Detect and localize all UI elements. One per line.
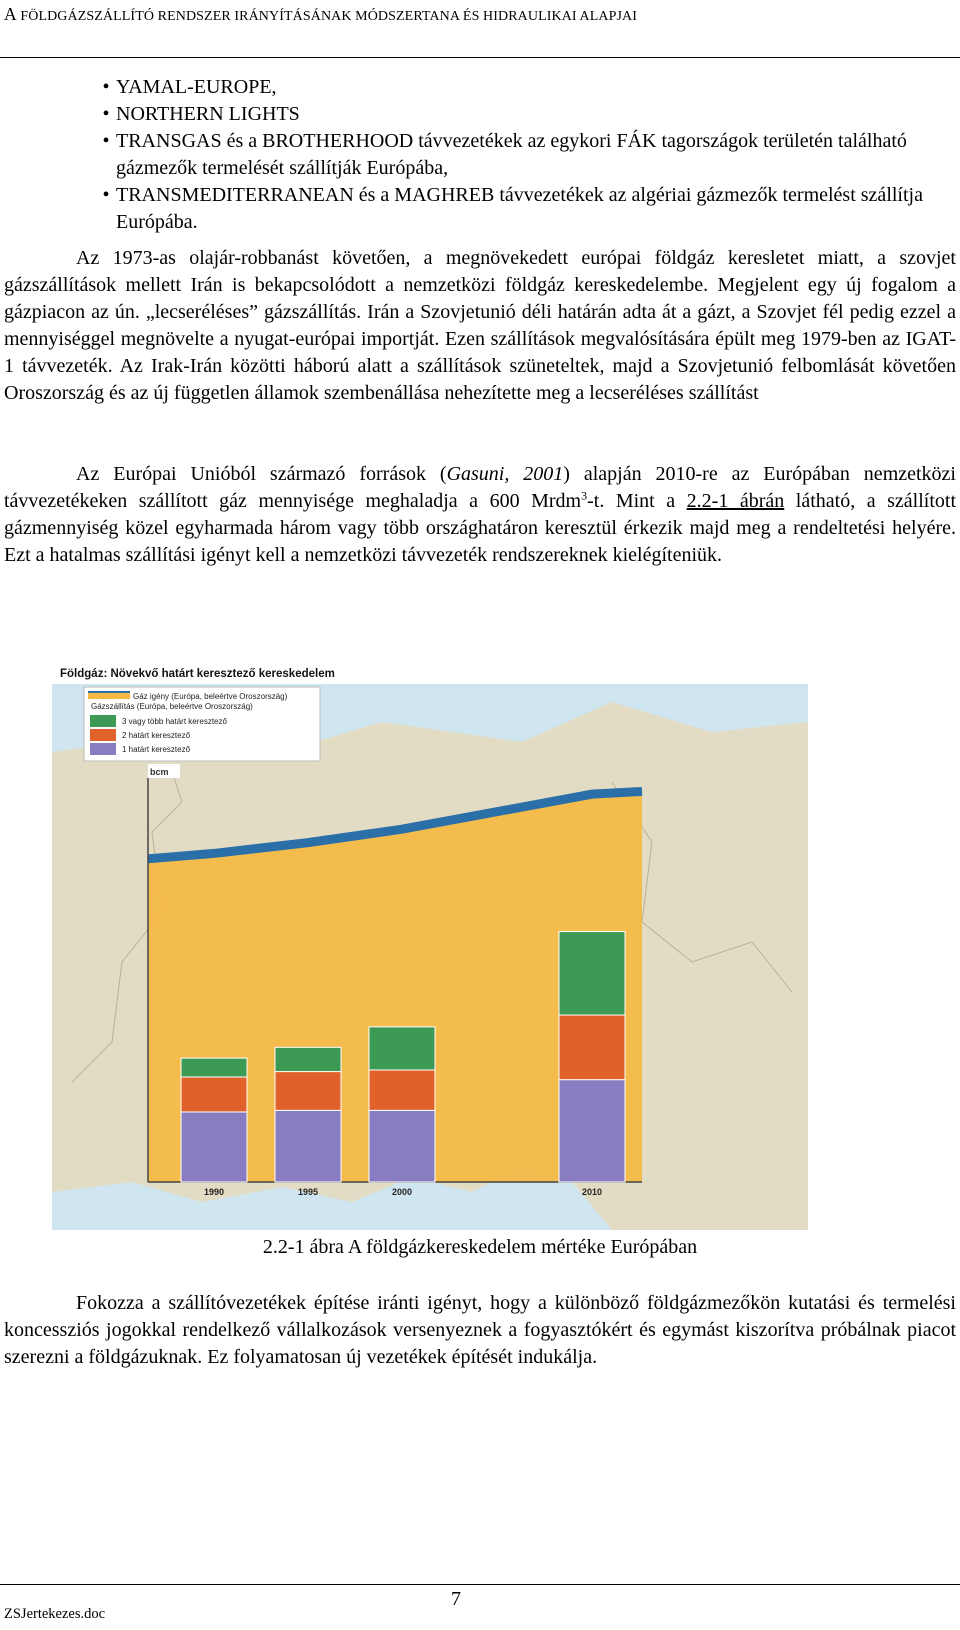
bar-segment-three-plus-borders <box>181 1058 247 1077</box>
citation: Gasuni, 2001 <box>446 463 564 485</box>
legend-swatch-demand <box>88 692 130 699</box>
legend-two: 2 határt keresztező <box>122 731 191 740</box>
text-run: ) alapján 2010-re az Európában nemzetközi távvezetékeken szállított gáz mennyisége meghaladja a 600 Mrdm <box>4 463 956 512</box>
list-item: • NORTHERN LIGHTS <box>0 101 960 128</box>
x-tick-label: 2000 <box>391 1187 413 1197</box>
superscript: 3 <box>581 488 588 503</box>
figure-title: Földgáz: Növekvő határt keresztező kereskedelem <box>60 668 335 680</box>
bar-segment-two-borders <box>559 1015 625 1080</box>
bar-segment-one-border <box>559 1080 625 1182</box>
legend-demand: Gáz igény (Európa, beleértve Oroszország) <box>133 692 288 701</box>
figure-chart <box>52 662 808 1230</box>
x-tick-label: 1990 <box>203 1187 225 1197</box>
bar-segment-one-border <box>275 1110 341 1182</box>
legend-swatch-one <box>90 743 116 755</box>
legend-three-plus: 3 vagy több határt keresztező <box>122 717 227 726</box>
bar-segment-three-plus-borders <box>559 932 625 1015</box>
paragraph-eu-sources <box>4 461 956 569</box>
bar-segment-two-borders <box>275 1072 341 1111</box>
pipeline-list <box>0 74 960 236</box>
running-head <box>4 4 637 25</box>
text-run: látható, a szállított gázmennyiség közel egyharmada három vagy több országhatáron keresztül érkezik majd meg a rendeltetési helyére. Ezt a hatalmas szállítási igényt kell a nemzetközi távvezeték rendszereknek kielégíteniük. <box>4 490 957 566</box>
bar-segment-two-borders <box>181 1077 247 1112</box>
bar-segment-three-plus-borders <box>275 1047 341 1071</box>
page-number: 7 <box>451 1588 461 1610</box>
bar-segment-three-plus-borders <box>369 1027 435 1070</box>
figure-gas-trade <box>52 662 808 1230</box>
bar-segment-one-border <box>369 1110 435 1182</box>
page-header <box>0 0 960 58</box>
paragraph-competition: Fokozza a szállítóvezetékek építése iránti igényt, hogy a különböző földgázmezőkön kutatási és termelési koncessziós jogokkal rendelkező vállalkozások versenyeznek a fogyasztókért és egymást kiszorítva próbálnak piacot szerezni a földgázuknak. Ez folyamatosan új vezetékek építését indukálja. <box>4 1292 956 1368</box>
footer-rule <box>0 1584 960 1585</box>
text-run: -t. Mint a <box>587 490 687 512</box>
x-tick-label: 2010 <box>581 1187 603 1197</box>
legend-swatch-three-plus <box>90 715 116 727</box>
running-head-text: FÖLDGÁZSZÁLLÍTÓ RENDSZER IRÁNYÍTÁSÁNAK MÓDSZERTANA ÉS HIDRAULIKAI ALAPJAI <box>16 9 638 24</box>
bar-segment-two-borders <box>369 1070 435 1110</box>
figure-caption: 2.2-1 ábra A földgázkereskedelem mértéke Európában <box>262 1236 698 1258</box>
legend-swatch-two <box>90 729 116 741</box>
legend-one: 1 határt keresztező <box>122 745 191 754</box>
footer-filename: ZSJertekezes.doc <box>4 1606 106 1622</box>
figure-reference-link[interactable]: 2.2-1 ábrán <box>686 490 785 512</box>
list-item: • TRANSMEDITERRANEAN és a MAGHREB távvezetékek az algériai gázmezők termelést szállítja Európába. <box>0 182 960 236</box>
running-head-initial: A <box>4 4 17 24</box>
list-item: • TRANSGAS és a BROTHERHOOD távvezetékek az egykori FÁK tagországok területén található gázmezők termelését szállítják Európába, <box>0 128 960 182</box>
bar-segment-one-border <box>181 1112 247 1182</box>
paragraph-history: Az 1973-as olajár-robbanást követően, a megnövekedett európai földgáz keresletet miatt, a szovjet gázszállítások mellett Irán is bekapcsolódott a nemzetközi földgáz kereskedelembe. Megjelent egy új fogalom a gázpiacon az ún. „lecseréléses” gázszállítás. Irán a Szovjetunió déli határán adta át a gázt, a Szovjet fél pedig ezzel a mennyiséggel megnövelte a nyugat-európai importját. Ezen szállítások megvalósítására épült meg 1979-ben az IGAT-1 távvezeték. Az Irak-Irán közötti háború alatt a szállítások szüneteltek, majd a Szovjetunió felbomlását követően Oroszország és az új független államok szembenállása nehezítette meg a lecseréléses szállítást <box>4 247 956 404</box>
legend-supply: Gázszállítás (Európa, beleértve Oroszország) <box>91 702 253 711</box>
text-run: Az Európai Unióból származó források ( <box>76 463 447 485</box>
y-axis-label: bcm <box>150 767 169 777</box>
x-tick-label: 1995 <box>297 1187 319 1197</box>
list-item: • YAMAL-EUROPE, <box>0 74 960 101</box>
